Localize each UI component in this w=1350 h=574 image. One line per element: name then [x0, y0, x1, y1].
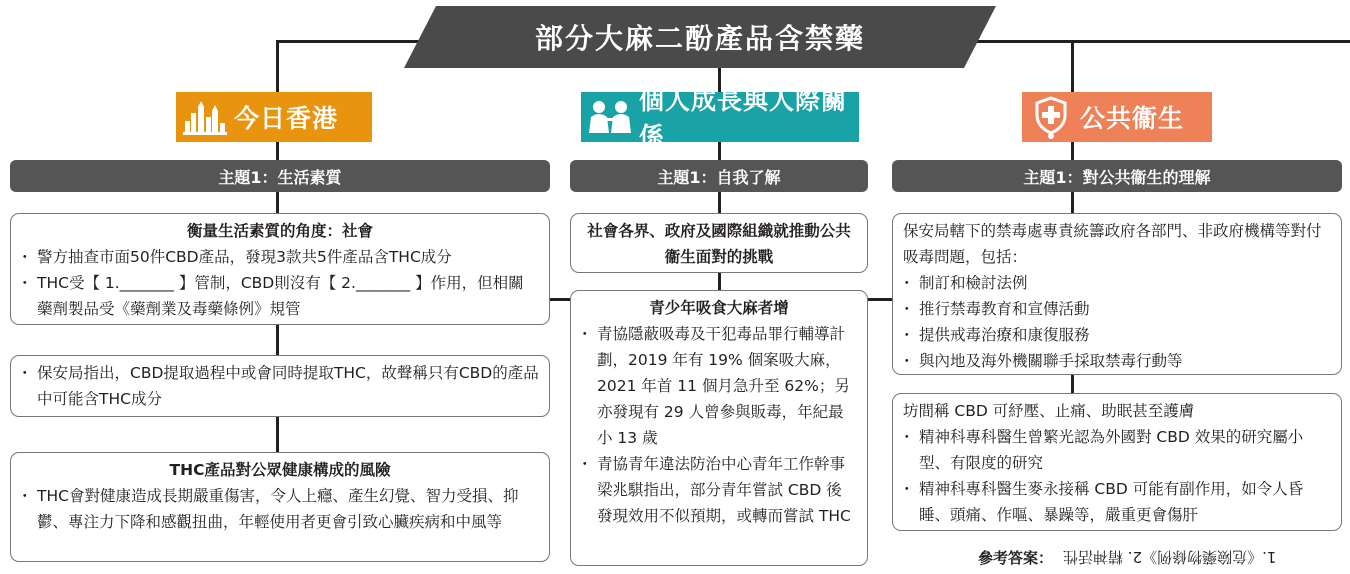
theme-bar-hk: 主題1：生活素質: [10, 160, 550, 192]
box-heading: 衡量生活素質的角度：社會: [186, 222, 373, 240]
list-item: ・ 精神科專科醫生曾繁光認為外國對 CBD 效果的研究屬小型、有限度的研究: [903, 424, 1331, 476]
category-label: 今日香港: [234, 104, 339, 133]
list-item: ・ 制訂和檢討法例: [903, 270, 1331, 296]
list-item: ・ 青協青年違法防治中心青年工作幹事梁兆騏指出，部分青年嘗試 CBD 後發現效用不似預期，或轉而嘗試 THC: [581, 451, 857, 529]
reference-answer: [978, 545, 1346, 569]
list-item: ・ 推行禁毒教育和宣傳活動: [903, 296, 1331, 322]
category-banner-hk: [176, 92, 372, 142]
content-box-personal-challenges: [570, 213, 868, 273]
category-banner-health: [1022, 92, 1212, 142]
reference-answer-text: 1.《危險藥物條例》2. 精神活性: [1063, 547, 1277, 566]
theme-bar-health: 主題1：對公共衞生的理解: [892, 160, 1342, 192]
content-box-health-cbd-claims: [892, 393, 1342, 531]
list-item: ・ 保安局指出，CBD提取過程中或會同時提取THC，故聲稱只有CBD的產品中可能含THC成分: [21, 360, 539, 412]
content-box-hk-quality: [10, 213, 550, 325]
reference-answer-label: 參考答案：: [978, 548, 1054, 567]
page-title: 部分大麻二酚產品含禁藥: [534, 22, 865, 55]
medical-stethoscope-icon: [1022, 92, 1080, 142]
box-intro: 保安局轄下的禁毒處專責統籌政府各部門、非政府機構等對付吸毒問題，包括：: [903, 222, 1322, 266]
box-heading: 社會各界、政府及國際組織就推動公共衞生面對的挑戰: [587, 222, 851, 266]
category-label: 公共衞生: [1080, 104, 1185, 133]
list-item: ・ THC受【 1._______ 】管制，CBD則沒有【 2._______ 】作用，但相關藥劑製品受《藥劑業及毒藥條例》規管: [21, 270, 539, 322]
box-heading: THC產品對公眾健康構成的風險: [169, 461, 391, 479]
list-item: ・ 青協隱蔽吸毒及干犯毒品罪行輔導計劃，2019 年有 19% 個案吸大麻，2021 年首 11 個月急升至 62%；另亦發現有 29 人曾參與販毒，年紀最小 13 歲: [581, 321, 857, 451]
box-intro: 坊間稱 CBD 可紓壓、止痛、助眠甚至護膚: [903, 402, 1195, 420]
list-item: ・ 與內地及海外機關聯手採取禁毒行動等: [903, 348, 1331, 374]
category-label: 個人成長與人際關係: [639, 86, 848, 151]
list-item: ・ 精神科專科醫生麥永接稱 CBD 可能有副作用，如令人昏睡、頭痛、作嘔、暴躁等，嚴重更會傷肝: [903, 476, 1331, 528]
theme-bar-personal: 主題1：自我了解: [570, 160, 868, 192]
content-box-hk-security-bureau: [10, 355, 550, 417]
content-box-personal-youth: [570, 290, 868, 566]
people-icon: [581, 92, 639, 142]
list-item: ・ THC會對健康造成長期嚴重傷害，令人上癮、產生幻覺、智力受損、抑鬱、專注力下降和感觀扭曲，年輕使用者更會引致心臟疾病和中風等: [21, 483, 539, 535]
category-banner-personal: [581, 86, 859, 151]
city-skyline-icon: [176, 92, 234, 142]
content-box-health-narcotics-division: [892, 213, 1342, 375]
list-item: ・ 警方抽查市面50件CBD產品，發現3款共5件產品含THC成分: [21, 244, 539, 270]
list-item: ・ 提供戒毒治療和康復服務: [903, 322, 1331, 348]
content-box-hk-thc-risk: [10, 452, 550, 562]
box-heading: 青少年吸食大麻者增: [649, 299, 789, 317]
